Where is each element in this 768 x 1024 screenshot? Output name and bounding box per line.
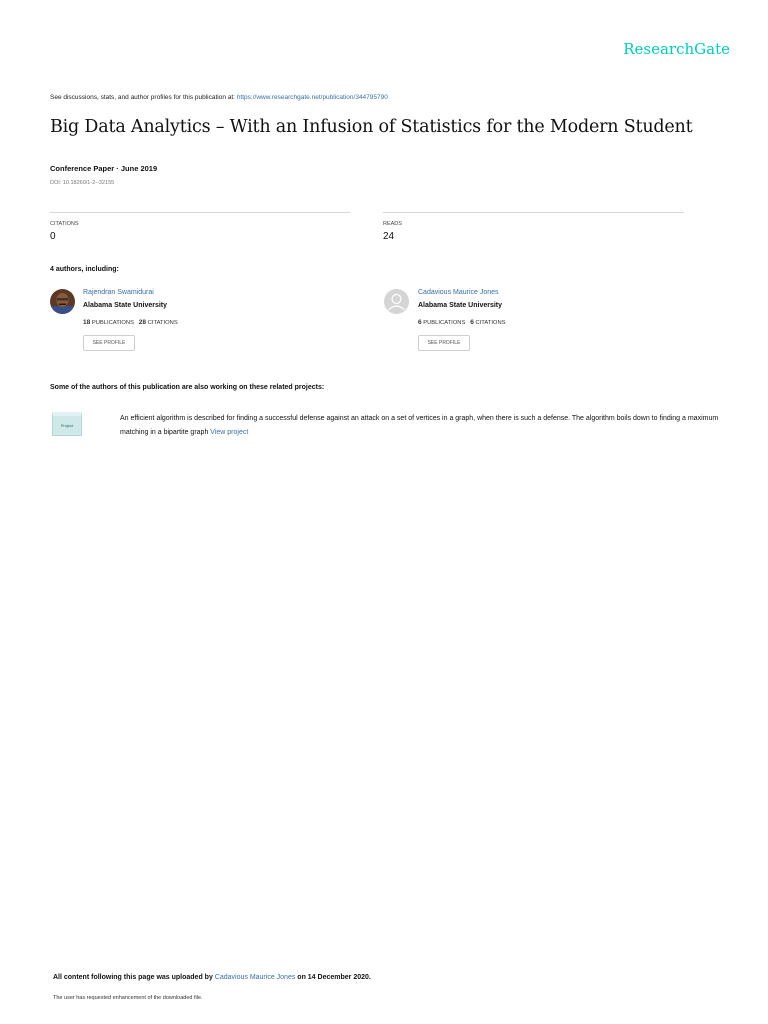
view-project-link[interactable]: View project <box>210 428 249 436</box>
project-description <box>120 412 725 439</box>
author-name-link[interactable]: Rajendran Swamidurai <box>83 289 154 296</box>
author-stats <box>418 319 506 326</box>
reads-value: 24 <box>383 231 395 242</box>
uploader-link[interactable]: Cadavious Maurice Jones <box>214 974 296 981</box>
person-photo-icon <box>50 289 75 314</box>
project-thumbnail-label: Project <box>60 423 74 428</box>
author-publications-count: 18 <box>83 319 91 326</box>
top-note-text: See discussions, stats, and author profiles for this publication at: <box>50 94 235 101</box>
author-citations-label: CITATIONS <box>147 320 178 326</box>
citations-label: CITATIONS <box>50 221 79 227</box>
paper-title: Big Data Analytics – With an Infusion of Statistics for the Modern Student <box>50 117 693 137</box>
author-citations-count: 6 <box>470 319 474 326</box>
project-thumbnail[interactable] <box>52 412 82 436</box>
authors-heading: 4 authors, including: <box>50 266 119 273</box>
author-name-link[interactable]: Cadavious Maurice Jones <box>418 289 499 296</box>
upload-prefix: All content following this page was uploaded by <box>53 974 213 981</box>
author-publications-count: 6 <box>418 319 422 326</box>
project-description-text: An efficient algorithm is described for finding a successful defense against an attack on a set of vertices in a graph, when there is such a defense. The algorithm boils down to finding a maximum matching in a bipartite graph <box>120 415 719 436</box>
publication-url-link[interactable]: https://www.researchgate.net/publication/344795790 <box>236 94 388 101</box>
author-avatar-photo[interactable] <box>50 289 75 314</box>
publication-meta: Conference Paper · June 2019 <box>50 164 158 173</box>
author-avatar-placeholder[interactable] <box>384 289 409 314</box>
doi: DOI: 10.18260/1-2--32155 <box>50 180 115 186</box>
default-user-icon <box>384 289 409 314</box>
upload-info <box>53 974 371 981</box>
upload-date: on 14 December 2020. <box>297 974 371 981</box>
author-institution: Alabama State University <box>418 302 503 309</box>
author-citations-label: CITATIONS <box>475 320 506 326</box>
see-profile-button[interactable]: SEE PROFILE <box>83 335 135 351</box>
reads-label: READS <box>383 221 402 227</box>
enhancement-note: The user has requested enhancement of the downloaded file. <box>53 995 203 1001</box>
author-institution: Alabama State University <box>83 302 168 309</box>
researchgate-logo[interactable]: ResearchGate <box>623 40 730 58</box>
author-stats <box>83 319 178 326</box>
related-projects-heading: Some of the authors of this publication are also working on these related projects: <box>50 384 325 391</box>
see-profile-button[interactable]: SEE PROFILE <box>418 335 470 351</box>
top-note <box>50 94 388 101</box>
citations-divider <box>50 212 350 213</box>
author-publications-label: PUBLICATIONS <box>423 320 466 326</box>
author-citations-count: 28 <box>138 319 147 326</box>
reads-divider <box>383 212 684 213</box>
author-publications-label: PUBLICATIONS <box>91 320 134 326</box>
citations-value: 0 <box>50 231 56 242</box>
